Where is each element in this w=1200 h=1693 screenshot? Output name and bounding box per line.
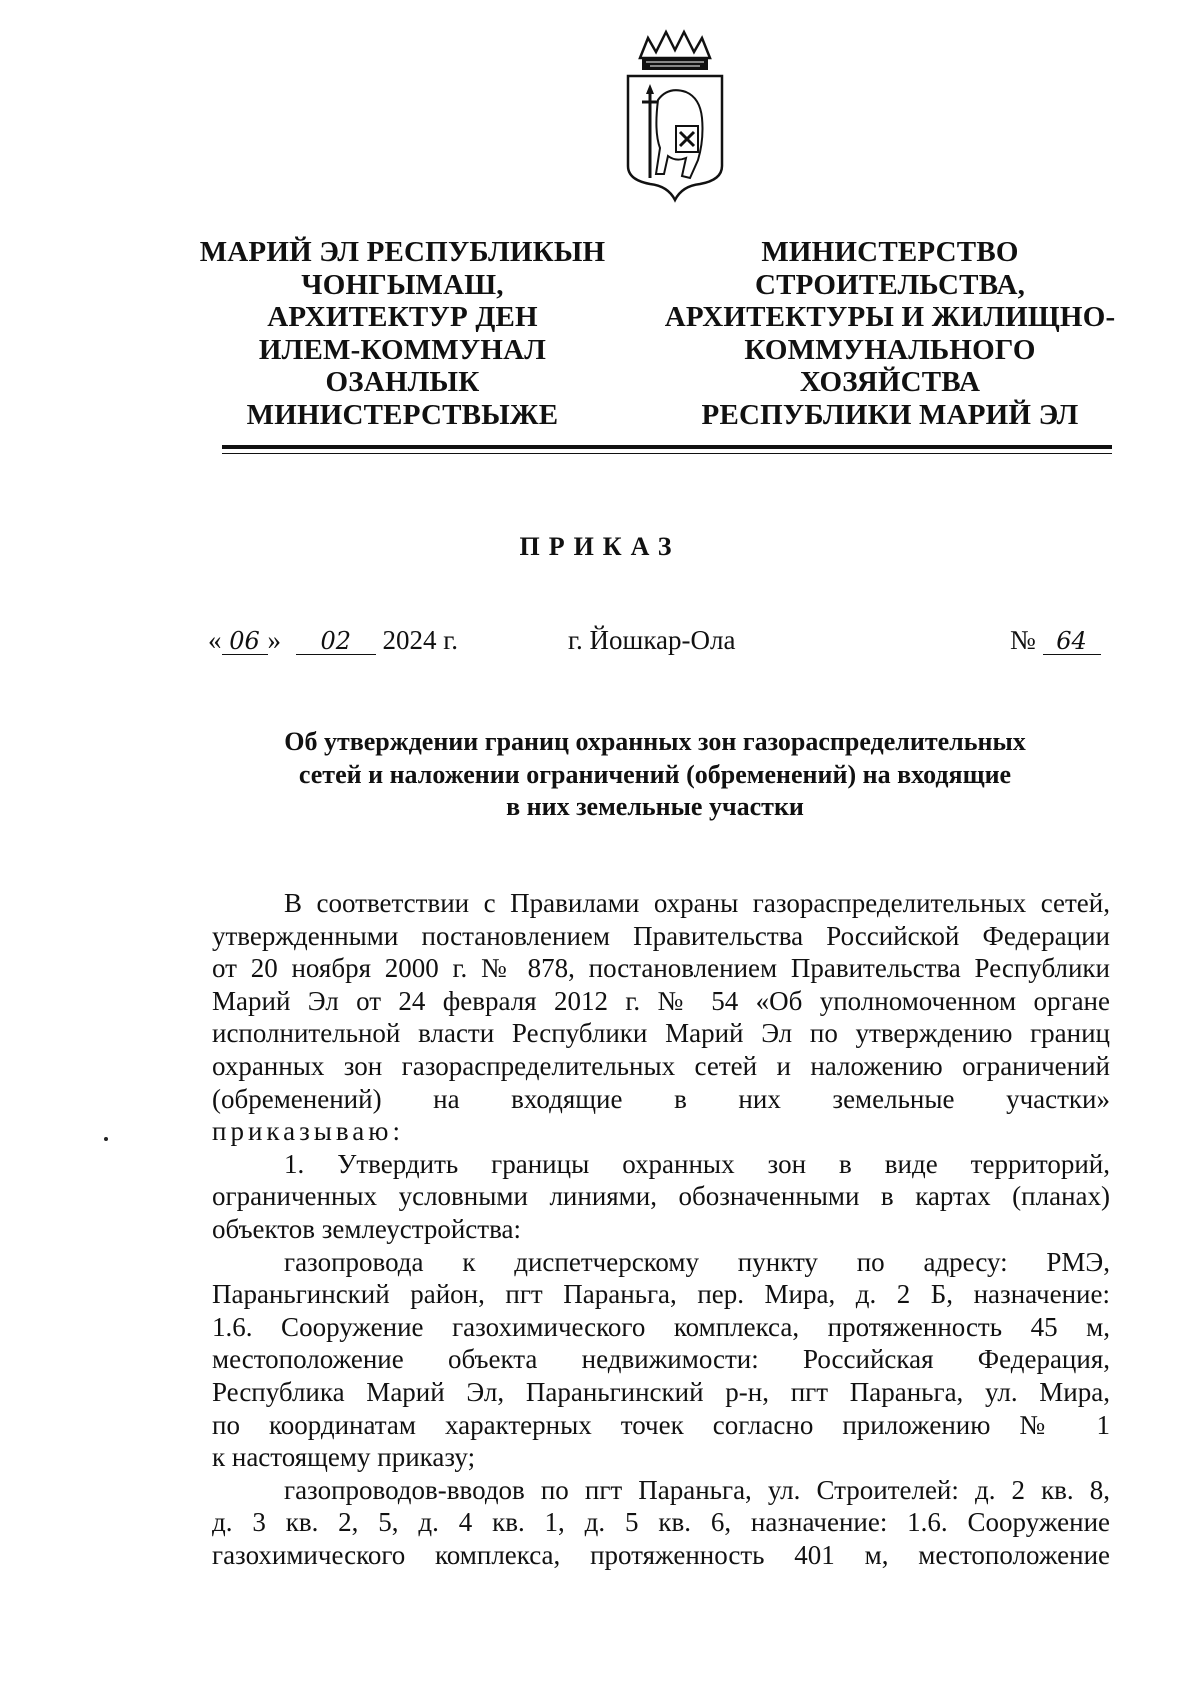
body-line: газопровода к диспетчерскому пункту по адресу: РМЭ, (284, 1246, 1110, 1277)
header-left-line: ИЛЕМ-КОММУНАЛ (258, 333, 547, 366)
header-left-line: ЧОНГЫМАШ, (301, 268, 504, 301)
body-line: утвержденными постановлением Правительства Российской Федерации (212, 920, 1110, 951)
quote-close: » (267, 625, 281, 655)
document-date (208, 625, 458, 656)
header-right-line: АРХИТЕКТУРЫ И ЖИЛИЩНО- (664, 301, 1116, 334)
order-subject (200, 726, 1110, 824)
body-line: охранных зон газораспределительных сетей и наложению ограничений (212, 1050, 1110, 1081)
body-line: объектов землеустройства: (212, 1213, 521, 1244)
body-line-order-word: приказываю: (212, 1116, 404, 1147)
order-body (212, 887, 1110, 1571)
header-right-line: ХОЗЯЙСТВА (799, 366, 981, 399)
header-left-line: ОЗАНЛЫК (325, 366, 480, 399)
header-left-mari (170, 236, 635, 432)
header-right-line: РЕСПУБЛИКИ МАРИЙ ЭЛ (701, 398, 1079, 431)
body-line: (обременений) на входящие в них земельные участки» (212, 1083, 1110, 1114)
date-year: 2024 г. (382, 625, 459, 655)
scan-speck (104, 1137, 108, 1141)
quote-open: « (208, 625, 222, 655)
subject-line: сетей и наложении ограничений (обременений) на входящие (298, 759, 1012, 789)
document-city: г. Йошкар-Ола (568, 625, 736, 655)
body-line: местоположение объекта недвижимости: Российская Федерация, (212, 1344, 1110, 1375)
body-line: к настоящему приказу; (212, 1442, 476, 1473)
header-divider-thin (222, 453, 1112, 454)
header-right-line: МИНИСТЕРСТВО (761, 236, 1019, 268)
header-right-russian (650, 236, 1130, 432)
date-day-handwritten: 06 (222, 628, 268, 655)
body-line: Республика Марий Эл, Параньгинский р-н, пгт Параньга, ул. Мира, (212, 1376, 1110, 1407)
body-line: д. 3 кв. 2, 5, д. 4 кв. 1, д. 5 кв. 6, назначение: 1.6. Сооружение (212, 1507, 1110, 1538)
document-number (1010, 625, 1101, 656)
body-line: Марий Эл от 24 февраля 2012 г. № 54 «Об уполномоченном органе (212, 985, 1110, 1016)
body-line: газопроводов-вводов по пгт Параньга, ул. Строителей: д. 2 кв. 8, (284, 1474, 1110, 1505)
number-handwritten: 64 (1043, 628, 1101, 655)
number-label: № (1010, 625, 1036, 655)
body-line: Параньгинский район, пгт Параньга, пер. Мира, д. 2 Б, назначение: (212, 1279, 1110, 1310)
coat-of-arms-emblem (620, 28, 730, 203)
body-line: 1.6. Сооружение газохимического комплекса, протяженность 45 м, (212, 1311, 1110, 1342)
document-title: ПРИКАЗ (519, 532, 681, 561)
header-left-line: МАРИЙ ЭЛ РЕСПУБЛИКЫН (199, 236, 606, 268)
header-divider-thick (222, 445, 1112, 449)
header-right-line: СТРОИТЕЛЬСТВА, (754, 268, 1026, 301)
body-line: 1. Утвердить границы охранных зон в виде территорий, (284, 1148, 1110, 1179)
body-line: ограниченных условными линиями, обозначенными в картах (планах) (212, 1181, 1110, 1212)
coat-of-arms-mari-el-icon (620, 28, 730, 203)
header-right-line: КОММУНАЛЬНОГО (744, 333, 1036, 366)
header-left-line: АРХИТЕКТУР ДЕН (267, 301, 538, 334)
subject-line: Об утверждении границ охранных зон газораспределительных (284, 727, 1026, 756)
body-line: газохимического комплекса, протяженность 401 м, местоположение (212, 1539, 1110, 1570)
body-line: В соответствии с Правилами охраны газораспределительных сетей, (284, 888, 1110, 918)
body-line: исполнительной власти Республики Марий Эл по утверждению границ (212, 1018, 1110, 1049)
body-line: от 20 ноября 2000 г. № 878, постановлением Правительства Республики (212, 953, 1110, 984)
date-month-handwritten: 02 (296, 628, 376, 655)
subject-line: в них земельные участки (506, 792, 804, 821)
body-line: по координатам характерных точек согласно приложению № 1 (212, 1409, 1110, 1440)
header-left-line: МИНИСТЕРСТВЫЖЕ (246, 398, 559, 431)
